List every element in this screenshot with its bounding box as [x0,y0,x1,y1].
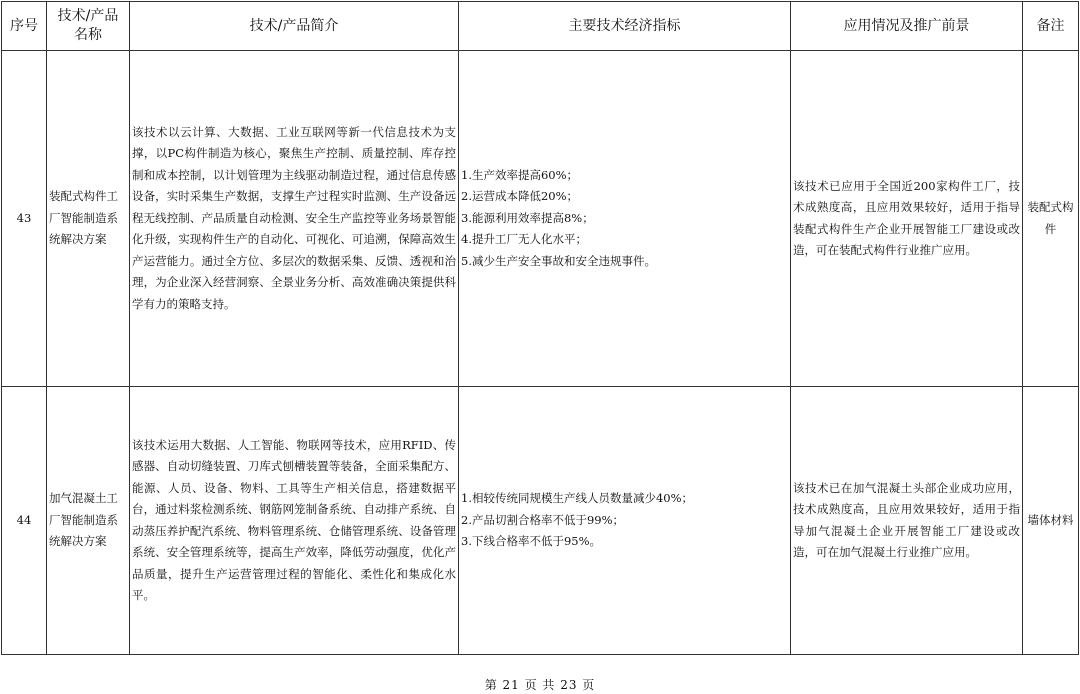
header-num: 序号 [2,2,47,51]
header-intro: 技术/产品简介 [130,2,459,51]
table-header-row [2,2,1079,51]
row-note: 装配式构件 [1023,51,1079,387]
metric-item: 1.生产效率提高60%； [461,167,579,182]
metric-item: 5.减少生产安全事故和安全违规事件。 [461,253,656,268]
row-name: 加气混凝土工厂智能制造系统解决方案 [47,387,130,655]
metric-item: 4.提升工厂无人化水平； [461,232,587,247]
product-table [1,1,1079,655]
page-footer: 第 21 页 共 23 页 [484,678,596,692]
row-metrics [459,387,791,655]
metric-item: 2.运营成本降低20%； [461,189,579,204]
row-intro: 该技术以云计算、大数据、工业互联网等新一代信息技术为支撑，以PC构件制造为核心，聚焦生产控制、质量控制、库存控制和成本控制，以计划管理为主线驱动制造过程，通过信息传感设备，实时采集生产数据，支撑生产过程实时监测、生产设备远程无线控制、产品质量自动检测、安全生产监控等业务场景智能化升级，实现构件生产的自动化、可视化、可追溯，保障高效生产运营能力。通过全方位、多层次的数据采集、反馈、透视和治理，为企业深入经营洞察、全景业务分析、高效准确决策提供科学有力的策略支持。 [130,51,459,387]
metric-item: 3.下线合格率不低于95%。 [461,534,602,549]
row-note: 墙体材料 [1023,387,1079,655]
header-note: 备注 [1023,2,1079,51]
header-metrics: 主要技术经济指标 [459,2,791,51]
table-row [2,51,1079,387]
row-num: 43 [2,51,47,387]
header-application: 应用情况及推广前景 [791,2,1023,51]
row-application: 该技术已应用于全国近200家构件工厂，技术成熟度高，且应用效果较好，适用于指导装配式构件生产企业开展智能工厂建设或改造，可在装配式构件行业推广应用。 [791,51,1023,387]
row-num: 44 [2,387,47,655]
row-metrics [459,51,791,387]
row-intro: 该技术运用大数据、人工智能、物联网等技术，应用RFID、传感器、自动切缝装置、刀库式刨槽装置等装备，全面采集配方、能源、人员、设备、物料、工具等生产相关信息，搭建数据平台，通过料浆检测系统、钢筋网笼制备系统、自动排产系统、自动蒸压养护配汽系统、物料管理系统、仓储管理系统、设备管理系统、安全管理系统等，提高生产效率，降低劳动强度，优化产品质量，提升生产运营管理过程的智能化、柔性化和集成化水平。 [130,387,459,655]
row-application: 该技术已在加气混凝土头部企业成功应用，技术成熟度高，且应用效果较好，适用于指导加气混凝土企业开展智能工厂建设或改造，可在加气混凝土行业推广应用。 [791,387,1023,655]
metric-item: 1.相较传统同规模生产线人员数量减少40%； [461,491,694,506]
metric-item: 2.产品切割合格率不低于99%； [461,512,625,527]
row-name: 装配式构件工厂智能制造系统解决方案 [47,51,130,387]
table-row [2,387,1079,655]
header-name: 技术/产品名称 [47,2,130,51]
metric-item: 3.能源利用效率提高8%； [461,210,594,225]
